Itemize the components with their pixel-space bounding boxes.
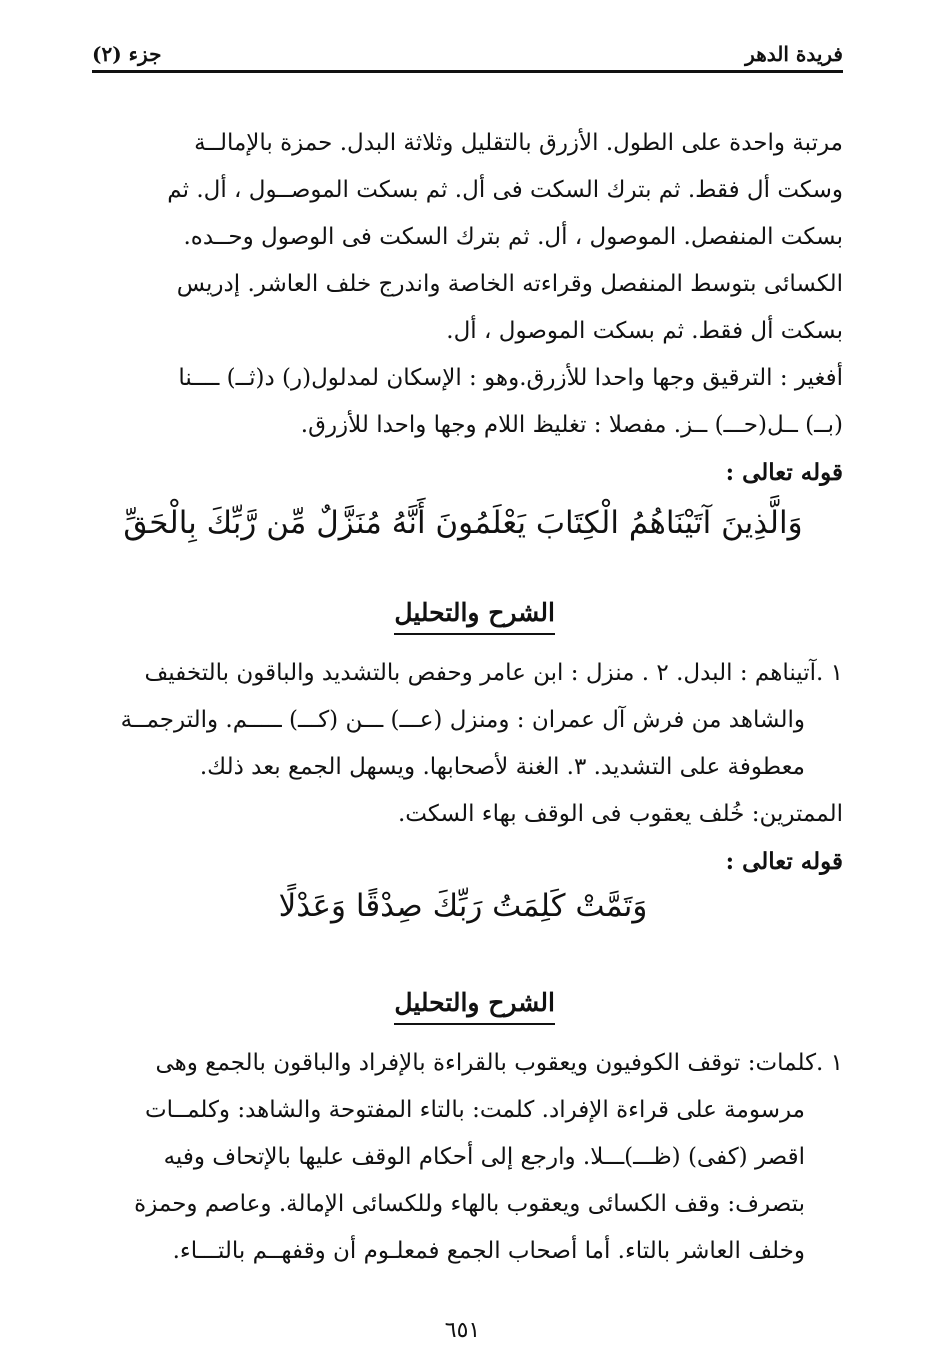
text-line: مرسومة على قراءة الإفراد. كلمت: بالتاء المفتوحة والشاهد: وكلمــات	[144, 1097, 805, 1123]
text-line: ١ .كلمات: توقف الكوفيون ويعقوب بالقراءة بالإفراد والباقون بالجمع وهى	[155, 1050, 843, 1076]
text-line: مرتبة واحدة على الطول. الأزرق بالتقليل وثلاثة البدل. حمزة بالإمالــة	[194, 130, 843, 156]
text-line: وخلف العاشر بالتاء. أما أصحاب الجمع فمعلـوم أن وقفهــم بالتـــاء.	[172, 1238, 805, 1264]
part-label: جزء (٢)	[92, 42, 162, 66]
text-line: والشاهد من فرش آل عمران : ومنزل (عـــ) ـــن (كـــ) ـــــم. والترجمــة	[120, 707, 805, 733]
text-line: معطوفة على التشديد. ٣. الغنة لأصحابها. ويسهل الجمع بعد ذلك.	[199, 754, 805, 780]
paragraph-afghir	[83, 355, 843, 496]
text-line: بتصرف: وقف الكسائى ويعقوب بالهاء وللكسائى الإمالة. وعاصم وحمزة	[134, 1191, 805, 1217]
page-number: ٦٥١	[444, 1318, 481, 1343]
section-title-2: الشرح والتحليل	[394, 988, 555, 1025]
text-line: بسكت المنفصل. الموصول ، أل. ثم بترك السكت فى الوصول وحــده.	[183, 224, 843, 250]
text-line: اقصر (كفى) (ظـــ)ـــلا. وارجع إلى أحكام الوقف عليها بالإتحاف وفيه	[163, 1144, 805, 1170]
text-line: الكسائى بتوسط المنفصل وقراءته الخاصة واندرج خلف العاشر. إدريس	[176, 271, 843, 297]
section-1-body	[83, 650, 843, 885]
text-line: (بــ) ــل(حـــ) ــز. مفصلا : تغليظ اللام وجها واحدا للأزرق.	[300, 412, 843, 438]
header-rule	[92, 70, 843, 73]
book-title: فريدة الدهر	[745, 42, 843, 66]
quran-verse-2: وَتَمَّتْ كَلِمَتُ رَبِّكَ صِدْقًا وَعَدْلًا	[278, 888, 648, 924]
section-title-1: الشرح والتحليل	[394, 598, 555, 635]
text-line: أفغير : الترقيق وجها واحدا للأزرق.وهو : الإسكان لمدلول(ر) د(ثــ) ــــنا	[178, 365, 843, 391]
quote-heading: قوله تعالى :	[725, 459, 843, 486]
text-line: ١ .آتيناهم : البدل. ٢ . منزل : ابن عامر وحفص بالتشديد والباقون بالتخفيف	[144, 660, 843, 686]
text-line: وسكت أل فقط. ثم بترك السكت فى أل. ثم بسكت الموصــول ، أل. ثم	[167, 177, 843, 203]
running-header	[92, 30, 843, 66]
text-line: الممترين: خُلف يعقوب فى الوقف بهاء السكت.	[397, 801, 843, 827]
quran-verse-1: وَالَّذِينَ آتَيْنَاهُمُ الْكِتَابَ يَعْلَمُونَ أَنَّهُ مُنَزَّلٌ مِّن رَّبِّكَ بِالْحَقِّ	[123, 505, 803, 541]
paragraph-continuation	[93, 120, 843, 355]
text-line: بسكت أل فقط. ثم بسكت الموصول ، أل.	[446, 318, 843, 344]
section-2-body	[83, 1040, 843, 1275]
quote-heading: قوله تعالى :	[725, 848, 843, 875]
